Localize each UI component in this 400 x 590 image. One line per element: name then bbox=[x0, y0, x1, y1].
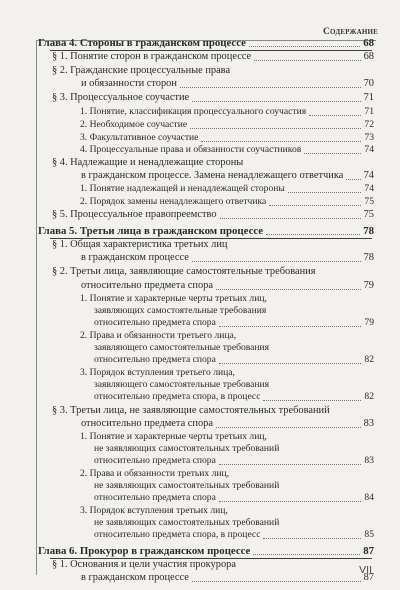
section-title: § 1. Основания и цели участия прокурора bbox=[52, 559, 236, 570]
subsection-title: 1. Понятие надлежащей и ненадлежащей стороны bbox=[80, 183, 285, 194]
page-number: VII bbox=[359, 564, 372, 576]
section-title: относительно предмета спора bbox=[81, 418, 213, 429]
subsection-title: относительно предмета спора bbox=[94, 455, 216, 466]
page-ref: 70 bbox=[363, 78, 374, 89]
subsection-title: 2. Права и обязанности третьих лиц, bbox=[80, 468, 230, 479]
leader-dots bbox=[346, 179, 360, 180]
page-ref: 87 bbox=[363, 545, 374, 557]
section-title: § 4. Надлежащие и ненадлежащие стороны bbox=[52, 157, 244, 168]
leader-dots bbox=[192, 101, 360, 102]
leader-dots bbox=[304, 153, 361, 154]
leader-dots bbox=[263, 400, 361, 401]
leader-dots bbox=[219, 326, 362, 327]
chapter-title: Глава 5. Третьи лица в гражданском процессе bbox=[38, 225, 264, 237]
section-title: § 3. Процессуальное соучастие bbox=[52, 92, 190, 103]
subsection-title: не заявляющих самостоятельных требований bbox=[94, 443, 280, 454]
page-ref: 83 bbox=[364, 455, 374, 466]
subsection-title: заявляющего самостоятельные требования bbox=[94, 379, 270, 390]
subsection-title: не заявляющих самостоятельных требований bbox=[94, 517, 280, 528]
leader-dots bbox=[216, 289, 361, 290]
page-ref: 84 bbox=[364, 492, 374, 503]
subsection-title: относительно предмета спора, в процесс bbox=[94, 391, 261, 402]
leader-dots bbox=[180, 87, 361, 88]
leader-dots bbox=[220, 218, 361, 219]
leader-dots bbox=[288, 192, 362, 193]
subsection-title: относительно предмета спора bbox=[94, 492, 216, 503]
subsection-title: 2. Права и обязанности третьего лица, bbox=[80, 330, 237, 341]
subsection-title: 3. Порядок вступления третьих лиц, bbox=[80, 505, 228, 516]
subsection-title: относительно предмета спора bbox=[94, 317, 216, 328]
leader-dots bbox=[192, 261, 361, 262]
subsection-title: 1. Понятие и характерные черты третьих лиц, bbox=[80, 293, 267, 304]
page-ref: 75 bbox=[364, 196, 374, 207]
page-ref: 74 bbox=[364, 183, 374, 194]
section-title: § 5. Процессуальное правопреемство bbox=[52, 209, 217, 220]
leader-dots bbox=[253, 554, 360, 555]
page-ref: 83 bbox=[363, 418, 374, 429]
leader-dots bbox=[219, 363, 362, 364]
chapter-title: Глава 4. Стороны в гражданском процессе bbox=[38, 37, 246, 49]
section-title: § 1. Понятие сторон в гражданском процессе bbox=[52, 51, 252, 62]
section-title: § 3. Третьи лица, не заявляющие самостоятельных требований bbox=[52, 405, 330, 416]
page-ref: 72 bbox=[364, 119, 374, 130]
page-ref: 74 bbox=[363, 170, 374, 181]
section-title: в гражданском процессе. Замена ненадлежащего ответчика bbox=[81, 170, 344, 181]
page-ref: 71 bbox=[363, 92, 374, 103]
page-ref: 73 bbox=[364, 132, 374, 143]
page-ref: 68 bbox=[363, 37, 374, 49]
running-head: Содержание bbox=[322, 27, 378, 37]
section-title: § 1. Общая характеристика третьих лиц bbox=[52, 239, 228, 250]
subsection-title: заявляющего самостоятельные требования bbox=[94, 342, 270, 353]
page-ref: 79 bbox=[363, 280, 374, 291]
subsection-title: 3. Факультативное соучастие bbox=[80, 132, 199, 143]
leader-dots bbox=[192, 581, 361, 582]
page-ref: 74 bbox=[364, 144, 374, 155]
leader-dots bbox=[249, 46, 360, 47]
subsection-title: относительно предмета спора, в процесс bbox=[94, 529, 261, 540]
leader-dots bbox=[190, 128, 361, 129]
section-title: в гражданском процессе bbox=[81, 252, 189, 263]
subsection-title: не заявляющих самостоятельных требований bbox=[94, 480, 280, 491]
subsection-title: относительно предмета спора bbox=[94, 354, 216, 365]
page-ref: 78 bbox=[363, 252, 374, 263]
subsection-title: 4. Процессуальные права и обязанности соучастников bbox=[80, 144, 302, 155]
page-ref: 75 bbox=[363, 209, 374, 220]
section-title: относительно предмета спора bbox=[81, 280, 213, 291]
page-ref: 68 bbox=[363, 51, 374, 62]
page-ref: 82 bbox=[364, 354, 374, 365]
chapter-title: Глава 6. Прокурор в гражданском процессе bbox=[38, 545, 251, 557]
page-ref: 78 bbox=[363, 225, 374, 237]
subsection-title: 1. Понятие и характерные черты третьих лиц, bbox=[80, 431, 267, 442]
page-ref: 71 bbox=[364, 106, 374, 117]
page-ref: 79 bbox=[364, 317, 374, 328]
subsection-title: 2. Порядок замены ненадлежащего ответчика bbox=[80, 196, 267, 207]
section-title: и обязанности сторон bbox=[81, 78, 177, 89]
subsection-title: 2. Необходимое соучастие bbox=[80, 119, 188, 130]
subsection-title: заявляющих самостоятельные требования bbox=[94, 305, 267, 316]
page-ref: 82 bbox=[364, 391, 374, 402]
leader-dots bbox=[266, 234, 360, 235]
leader-dots bbox=[216, 427, 361, 428]
section-title: в гражданском процессе bbox=[81, 572, 189, 583]
leader-dots bbox=[219, 501, 362, 502]
leader-dots bbox=[269, 205, 361, 206]
leader-dots bbox=[219, 464, 362, 465]
subsection-title: 3. Порядок вступления третьего лица, bbox=[80, 367, 235, 378]
leader-dots bbox=[201, 141, 361, 142]
page-ref: 87 bbox=[363, 572, 374, 583]
page-ref: 85 bbox=[364, 529, 374, 540]
leader-dots bbox=[263, 538, 361, 539]
leader-dots bbox=[309, 115, 361, 116]
subsection-title: 1. Понятие, классификация процессуального соучастия bbox=[80, 106, 307, 117]
leader-dots bbox=[254, 60, 360, 61]
section-title: § 2. Третьи лица, заявляющие самостоятельные требования bbox=[52, 266, 316, 277]
section-title: § 2. Гражданские процессуальные права bbox=[52, 65, 231, 76]
